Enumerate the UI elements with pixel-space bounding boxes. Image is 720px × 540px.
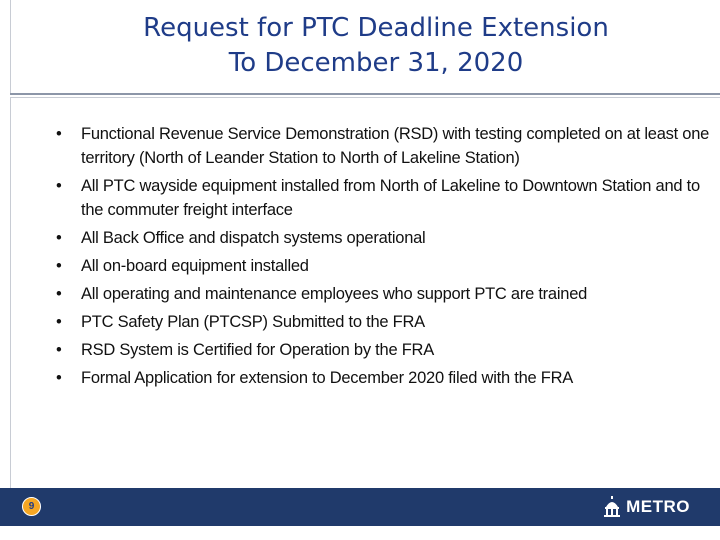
bullet-dot: • [56, 125, 62, 143]
metro-logo [602, 494, 690, 520]
bullet-dot: • [56, 341, 62, 359]
bullet-dot: • [56, 177, 62, 195]
bullet-dot: • [56, 229, 62, 247]
bullet-text: RSD System is Certified for Operation by the FRA [81, 341, 434, 359]
bullet-item [56, 282, 716, 306]
bullet-text: Functional Revenue Service Demonstration (RSD) with testing completed on at least one territory (North of Leander Station to North of Lakeline Station) [81, 125, 710, 167]
bullet-text: All on-board equipment installed [81, 257, 309, 275]
bullet-dot: • [56, 369, 62, 387]
bullet-item [56, 366, 716, 390]
bullet-text: Formal Application for extension to December 2020 filed with the FRA [81, 369, 574, 387]
bullet-dot: • [56, 285, 62, 303]
slide-title-line-2: To December 31, 2020 [228, 48, 524, 78]
bullet-item [56, 338, 716, 362]
title-divider-thin [10, 97, 720, 98]
bullet-item [56, 254, 716, 278]
logo-text: METRO [626, 497, 690, 516]
bullet-list [56, 122, 716, 394]
bullet-item [56, 226, 716, 250]
capitol-dome-icon [602, 496, 622, 518]
slide-title [11, 11, 720, 81]
title-divider [10, 93, 720, 95]
page-number-badge: 9 [22, 497, 41, 516]
slide-title-line-1: Request for PTC Deadline Extension [143, 13, 609, 43]
bullet-item [56, 310, 716, 334]
bullet-item [56, 174, 716, 222]
left-rule [10, 98, 11, 488]
bullet-text: PTC Safety Plan (PTCSP) Submitted to the FRA [81, 313, 425, 331]
bullet-text: All Back Office and dispatch systems operational [81, 229, 426, 247]
bullet-text: All PTC wayside equipment installed from North of Lakeline to Downtown Station and to the commuter freight interface [81, 177, 700, 219]
footer-bar [0, 488, 720, 526]
bullet-dot: • [56, 257, 62, 275]
bullet-dot: • [56, 313, 62, 331]
title-area [10, 0, 720, 93]
bullet-item [56, 122, 716, 170]
bullet-text: All operating and maintenance employees who support PTC are trained [81, 285, 588, 303]
